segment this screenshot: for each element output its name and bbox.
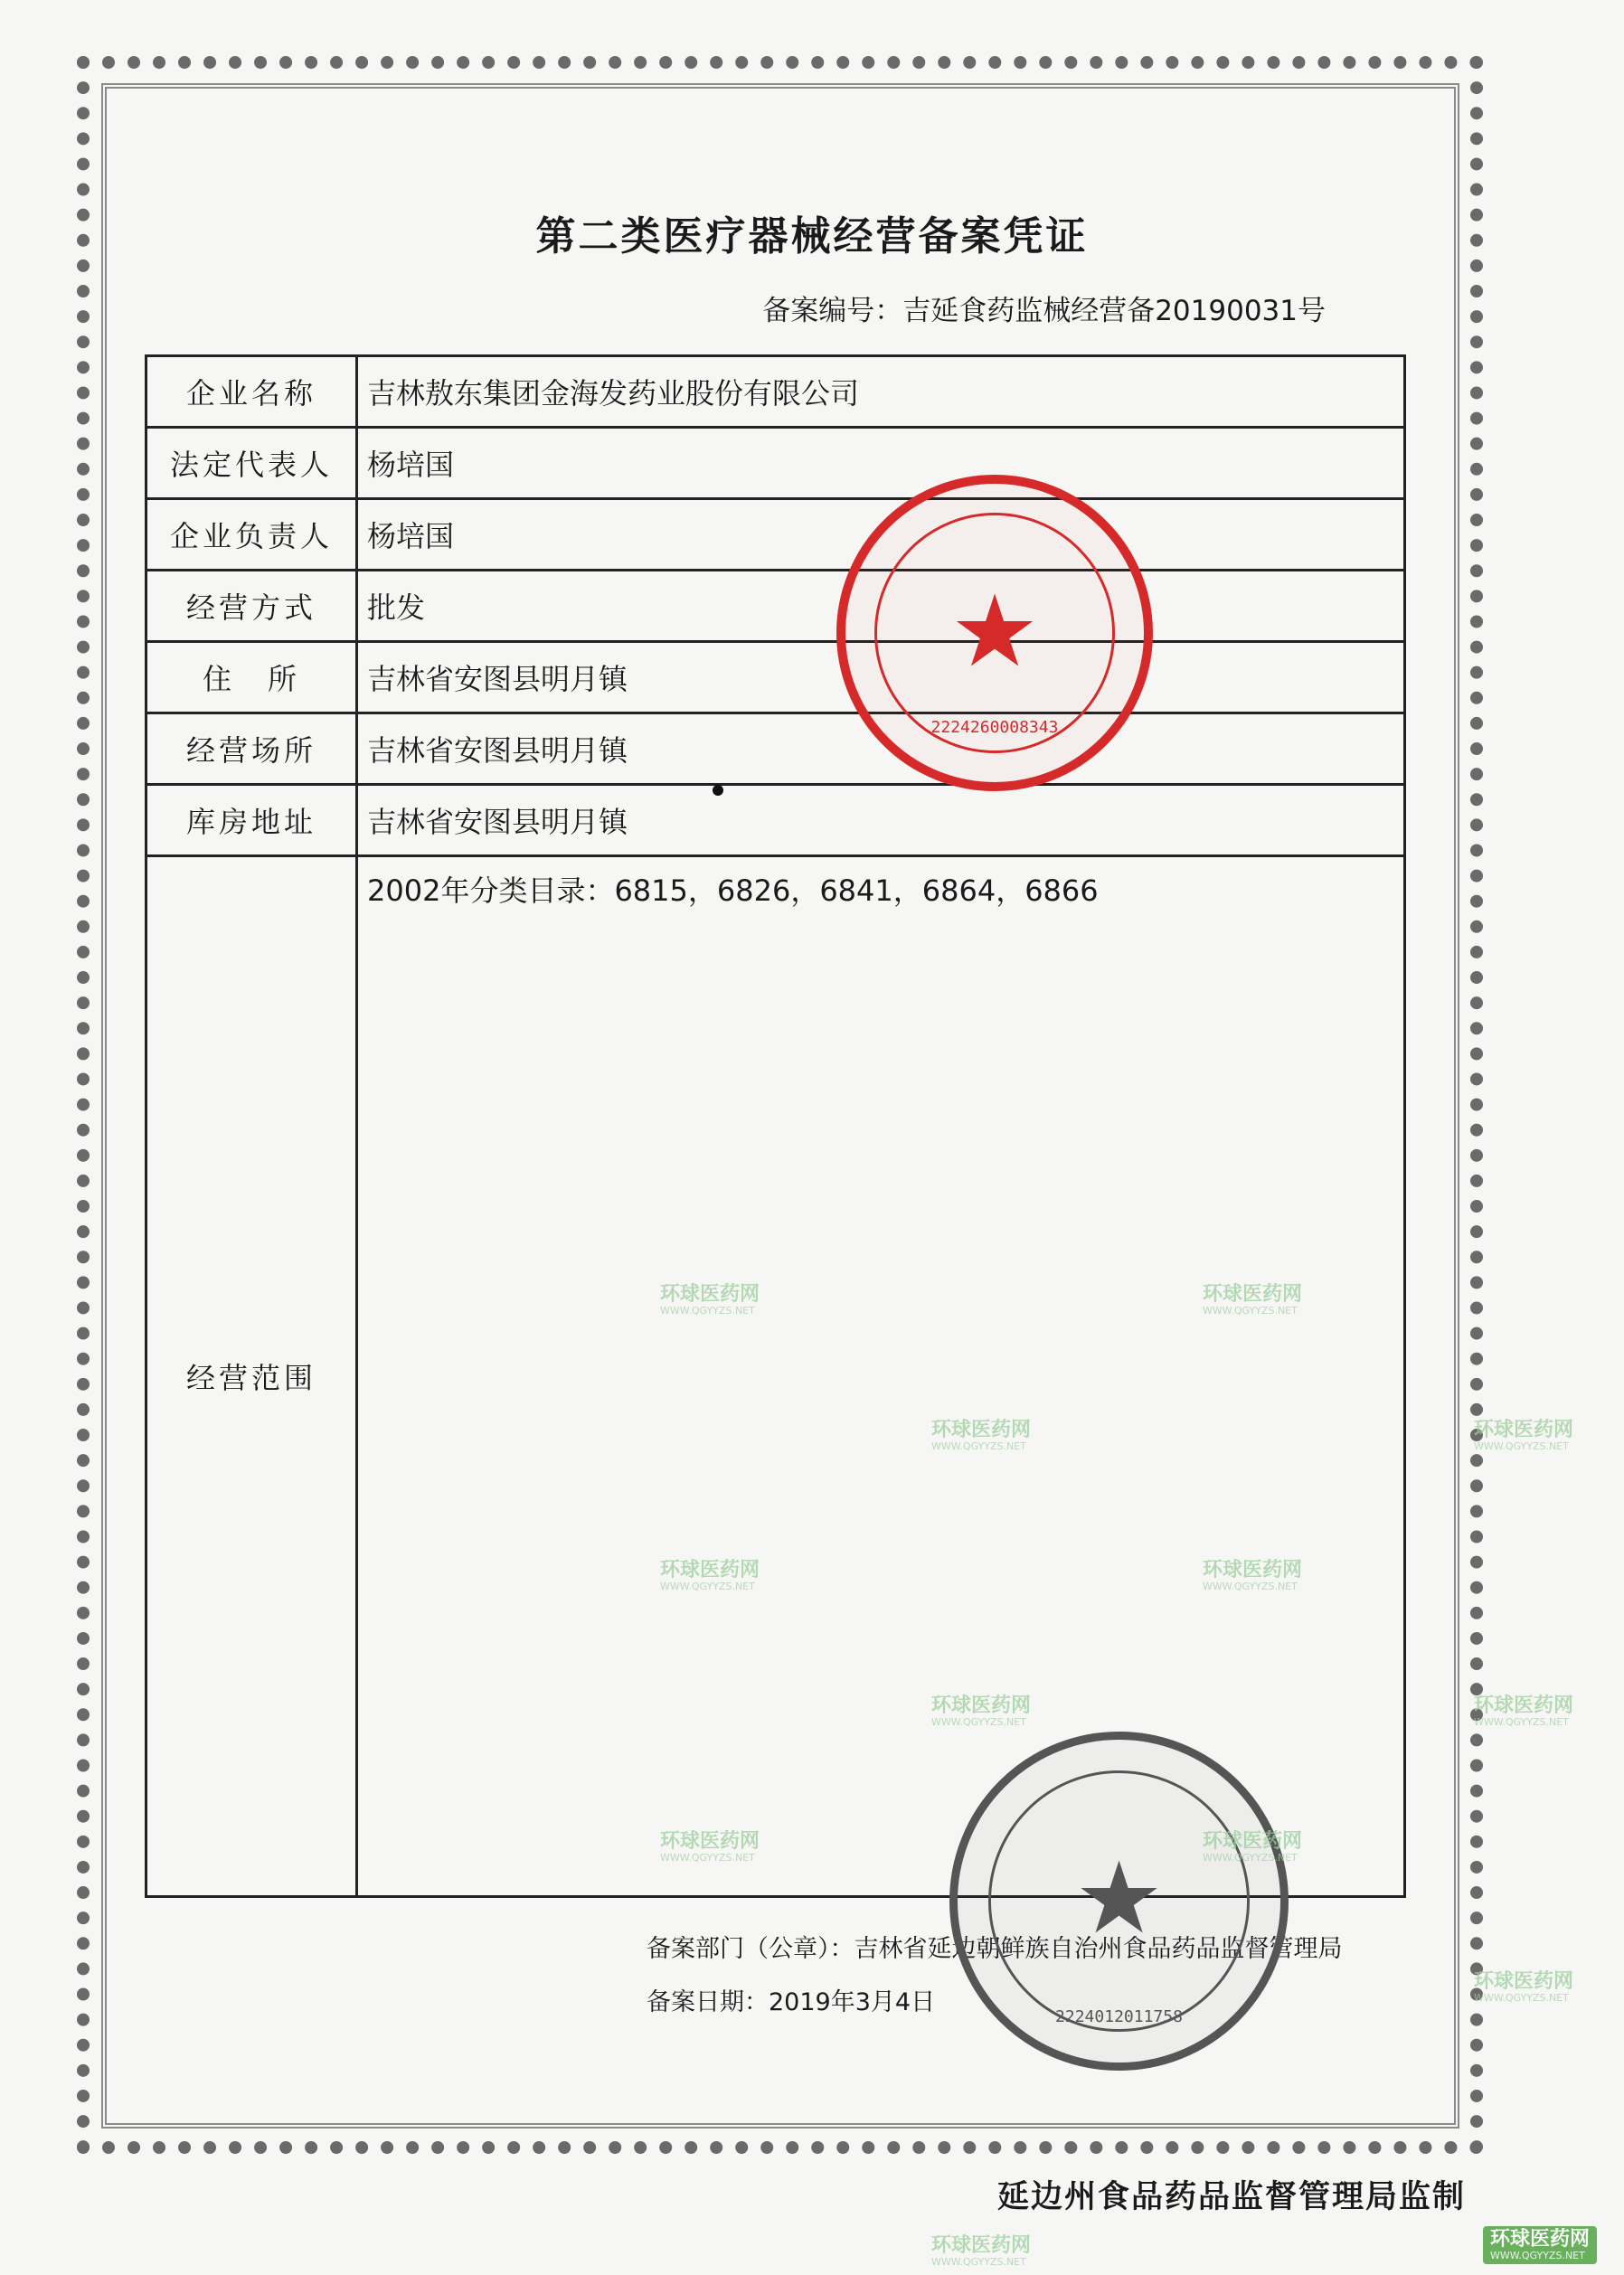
issuer-line: 延边州食品药品监督管理局监制 [996,2179,1466,2215]
watermark: 环球医药网 WWW.QGYYZS.NET [1474,1694,1574,1729]
table-row [146,428,1405,499]
table-row [146,642,1405,713]
row-label: 住 所 [146,642,357,713]
watermark: 环球医药网 WWW.QGYYZS.NET [1203,1559,1303,1593]
row-value: 吉林省安图县明月镇 [357,785,1405,856]
row-label: 企业名称 [146,356,357,428]
footer-dept: 备案部门（公章）：吉林省延边朝鲜族自治州食品药品监督管理局 [647,1935,1343,1963]
watermark: 环球医药网 WWW.QGYYZS.NET [931,1694,1032,1729]
table-row [146,356,1405,428]
row-value: 吉林敖东集团金海发药业股份有限公司 [357,356,1405,428]
certificate-table [145,354,1406,1898]
footer-date: 备案日期：2019年3月4日 [647,1988,936,2016]
watermark: 环球医药网 WWW.QGYYZS.NET [660,1830,760,1864]
seal-number: 2224012011758 [1055,2007,1183,2026]
row-value: 杨培国 [357,499,1405,571]
row-label: 经营方式 [146,571,357,642]
watermark: 环球医药网 WWW.QGYYZS.NET [1203,1283,1303,1317]
scope-value: 2002年分类目录：6815，6826，6841，6864，6866 [357,856,1405,1897]
row-label: 库房地址 [146,785,357,856]
scope-row [146,856,1405,1897]
watermark: 环球医药网 WWW.QGYYZS.NET [1474,1970,1574,2005]
company-seal [836,475,1153,791]
row-label: 法定代表人 [146,428,357,499]
watermark: 环球医药网 WWW.QGYYZS.NET [1474,1419,1574,1453]
row-value: 批发 [357,571,1405,642]
table-row [146,499,1405,571]
row-value: 杨培国 [357,428,1405,499]
watermark: 环球医药网 WWW.QGYYZS.NET [660,1559,760,1593]
ink-dot [713,785,723,796]
star-icon: ★ [1074,1840,1164,1956]
row-value: 吉林省安图县明月镇 [357,713,1405,785]
record-number: 备案编号：吉延食药监械经营备20190031号 [762,295,1326,327]
seal-number: 2224260008343 [930,718,1059,737]
watermark-badge: 环球医药网 WWW.QGYYZS.NET [1483,2226,1597,2264]
table-row [146,713,1405,785]
table-row [146,571,1405,642]
row-label: 经营场所 [146,713,357,785]
watermark: 环球医药网 WWW.QGYYZS.NET [931,2234,1032,2269]
authority-seal [949,1732,1289,2071]
star-icon: ★ [949,573,1040,689]
scope-label: 经营范围 [146,856,357,1897]
document-title: 第二类医疗器械经营备案凭证 [535,213,1089,260]
watermark: 环球医药网 WWW.QGYYZS.NET [660,1283,760,1317]
table-row [146,785,1405,856]
row-value: 吉林省安图县明月镇 [357,642,1405,713]
row-label: 企业负责人 [146,499,357,571]
watermark: 环球医药网 WWW.QGYYZS.NET [931,1419,1032,1453]
watermark: 环球医药网 WWW.QGYYZS.NET [1203,1830,1303,1864]
